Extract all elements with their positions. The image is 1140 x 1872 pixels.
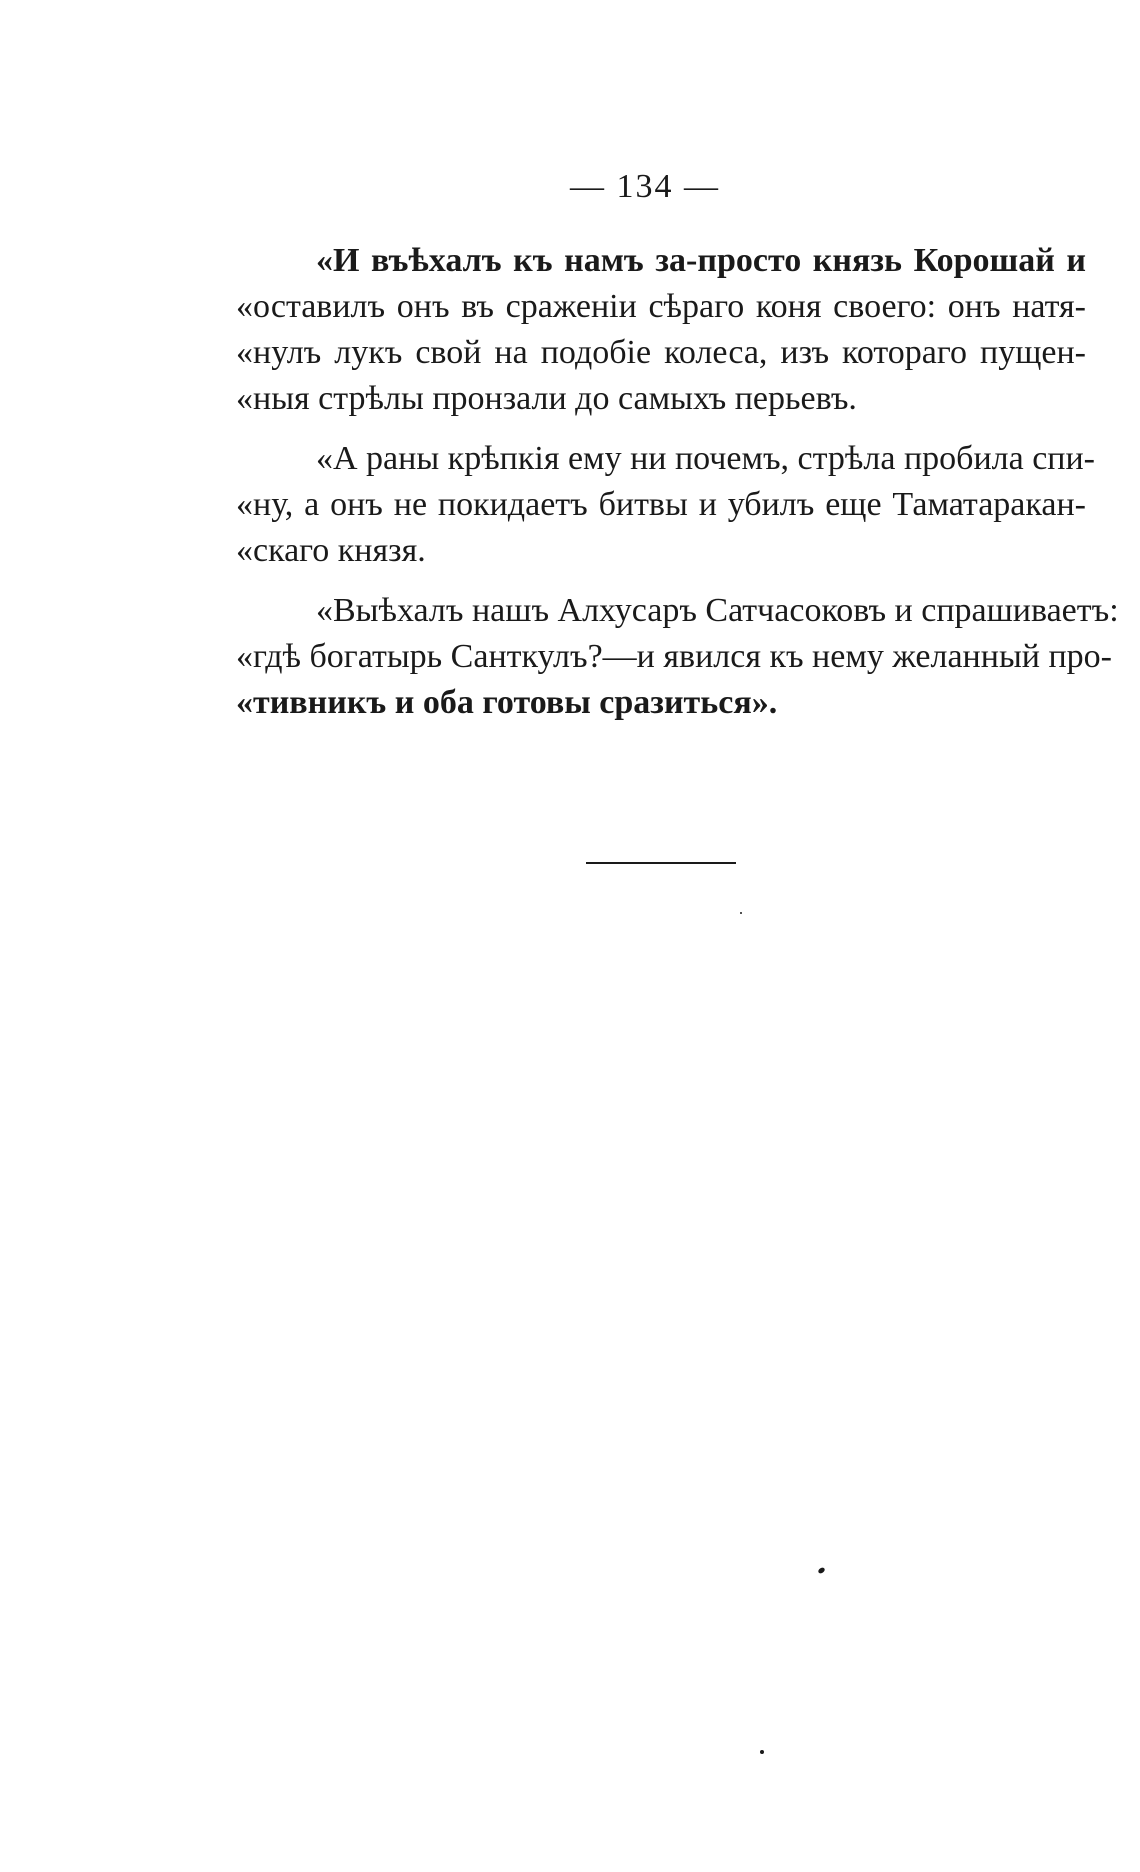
text-line: «оставилъ онъ въ сраженіи сѣраго коня своего: онъ натя- [236, 288, 1086, 325]
ink-speck [817, 1566, 826, 1574]
text-line: «И въѣхалъ къ намъ за-просто князь Корошай и [316, 242, 1086, 279]
text-line: «А раны крѣпкія ему ни почемъ, стрѣла пробила спи- [316, 440, 1095, 477]
text-line: «нулъ лукъ свой на подобіе колеса, изъ котораго пущен- [236, 334, 1086, 371]
paragraph-3 [236, 588, 1119, 726]
text-line: «ныя стрѣлы пронзали до самыхъ перьевъ. [236, 380, 857, 417]
ink-speck [740, 912, 742, 914]
text-line: «гдѣ богатырь Санткулъ?—и явился къ нему желанный про- [236, 638, 1112, 675]
text-line: «тивникъ и оба готовы сразиться». [236, 684, 778, 721]
text-line: «скаго князя. [236, 532, 426, 569]
text-line: «ну, а онъ не покидаетъ битвы и убилъ еще Таматаракан- [236, 486, 1086, 523]
body-text [236, 238, 1119, 740]
section-divider [586, 862, 736, 864]
text-line: «Выѣхалъ нашъ Алхусаръ Сатчасоковъ и спрашиваетъ: [316, 592, 1119, 629]
paragraph-1 [236, 238, 1086, 422]
paragraph-2 [236, 436, 1095, 574]
page-number: — 134 — [570, 168, 720, 205]
ink-speck [760, 1750, 764, 1754]
